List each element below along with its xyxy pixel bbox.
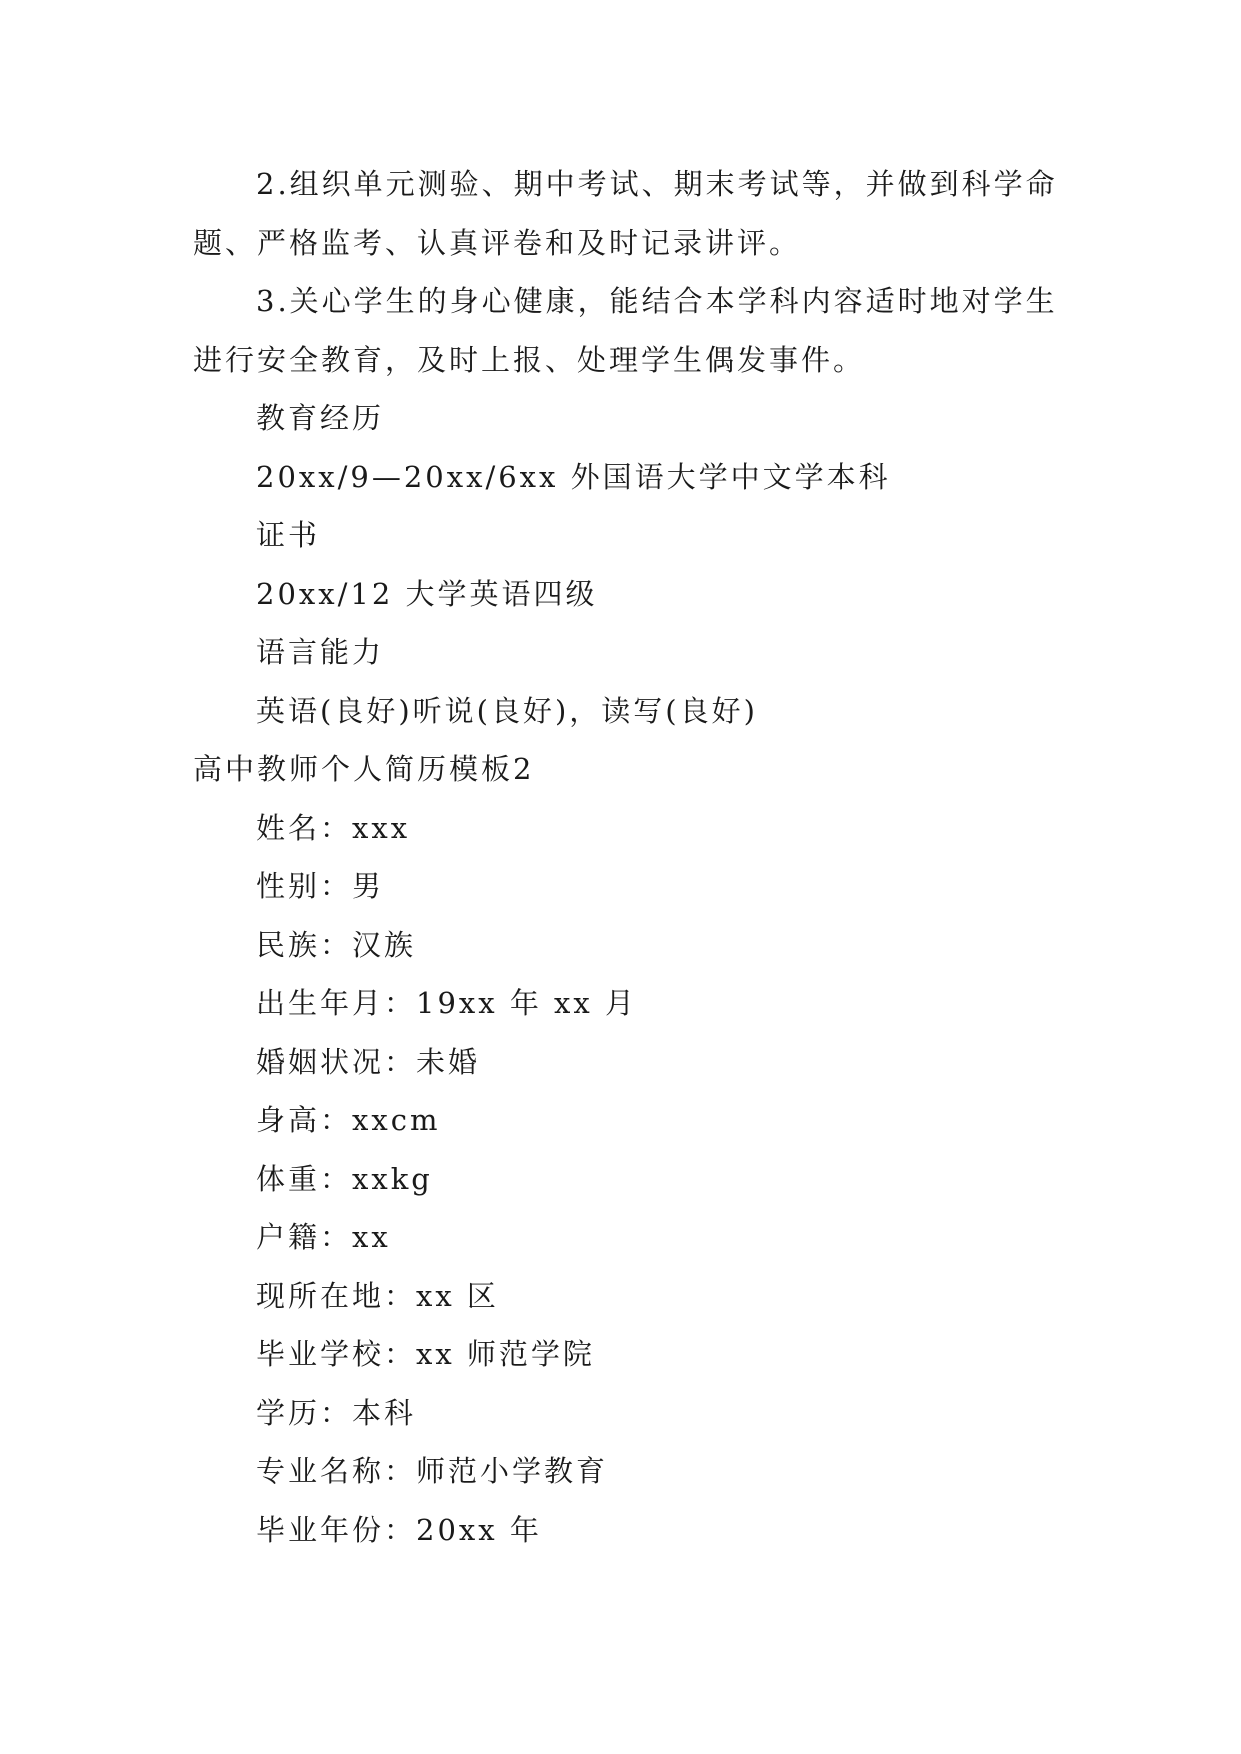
template-2-title: 高中教师个人简历模板2 — [193, 752, 535, 786]
field-graduation-year: 毕业年份：20xx 年 — [256, 1512, 542, 1547]
field-current-location: 现所在地：xx 区 — [256, 1278, 499, 1313]
field-graduated-school: 毕业学校：xx 师范学院 — [256, 1337, 595, 1371]
field-weight: 体重：xxkg — [256, 1161, 433, 1196]
document-body — [193, 155, 1063, 1559]
section-title-certificates: 证书 — [256, 518, 321, 552]
paragraph-student-care: 3.关心学生的身心健康，能结合本学科内容适时地对学生进行安全教育，及时上报、处理学生偶发事件。 — [193, 284, 1058, 377]
field-major: 专业名称：师范小学教育 — [256, 1454, 609, 1488]
field-height: 身高：xxcm — [256, 1103, 441, 1137]
field-household-registration: 户籍：xx — [256, 1220, 391, 1254]
field-ethnicity: 民族：汉族 — [256, 927, 417, 962]
paragraph-exam-duties: 2.组织单元测验、期中考试、期末考试等，并做到科学命题、严格监考、认真评卷和及时记录讲评。 — [193, 167, 1058, 260]
personal-info-list — [193, 799, 1063, 1560]
field-name: 姓名：xxx — [256, 810, 411, 845]
field-gender: 性别：男 — [256, 869, 385, 903]
field-birth-date: 出生年月：19xx 年 xx 月 — [256, 986, 637, 1020]
field-education-level: 学历：本科 — [256, 1395, 417, 1430]
certificate-entry: 20xx/12 大学英语四级 — [256, 576, 598, 611]
section-title-education: 教育经历 — [256, 401, 385, 435]
field-marital-status: 婚姻状况：未婚 — [256, 1044, 481, 1079]
language-entry: 英语(良好)听说(良好)，读写(良好) — [256, 693, 758, 728]
section-title-language: 语言能力 — [256, 635, 385, 669]
education-entry: 20xx/9—20xx/6xx 外国语大学中文学本科 — [256, 459, 891, 494]
